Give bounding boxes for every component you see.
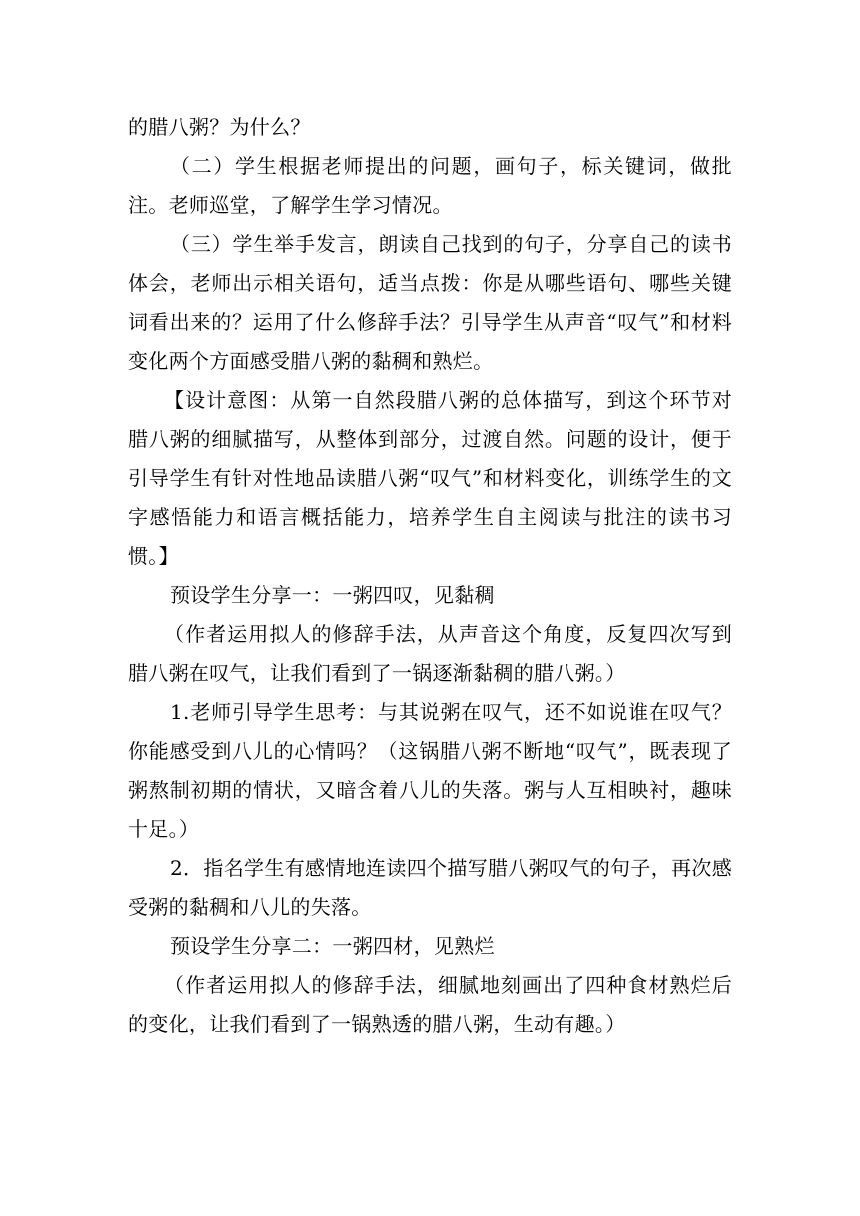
paragraph-preset-share-1: 预设学生分享一：一粥四叹，见黏稠 <box>170 583 495 607</box>
paragraph-preset-share-2: 预设学生分享二：一粥四材，见熟烂 <box>170 934 495 958</box>
paragraph-continuation: 的腊八粥？为什么？ <box>128 115 311 139</box>
paragraph-design-intent: 【设计意图：从第一自然段腊八粥的总体描写，到这个环节对腊八粥的细腻描写，从整体到部分，过渡自然。问题的设计，便于引导学生有针对性地品读腊八粥“叹气”和材料变化，训练学生的文字感悟能力和语言概括能力，培养学生自主阅读与批注的读书习惯。】 <box>128 388 732 568</box>
paragraph-step-3: （三）学生举手发言，朗读自己找到的句子，分享自己的读书体会，老师出示相关语句，适当点拨：你是从哪些语句、哪些关键词看出来的？运用了什么修辞手法？引导学生从声音“叹气”和材料变化两个方面感受腊八粥的黏稠和熟烂。 <box>128 232 732 373</box>
paragraph-share-1-note: （作者运用拟人的修辞手法，从声音这个角度，反复四次写到腊八粥在叹气，让我们看到了一锅逐渐黏稠的腊八粥。） <box>128 622 732 685</box>
paragraph-guide-1: 1.老师引导学生思考：与其说粥在叹气，还不如说谁在叹气？你能感受到八儿的心情吗？（这锅腊八粥不断地“叹气”，既表现了粥熬制初期的情状，又暗含着八儿的失落。粥与人互相映衬，趣味十足。） <box>128 700 732 841</box>
paragraph-guide-2: 2．指名学生有感情地连读四个描写腊八粥叹气的句子，再次感受粥的黏稠和八儿的失落。 <box>128 856 732 919</box>
document-body <box>128 108 732 1044</box>
paragraph-step-2: （二）学生根据老师提出的问题，画句子，标关键词，做批注。老师巡堂，了解学生学习情况。 <box>128 154 732 217</box>
paragraph-share-2-note: （作者运用拟人的修辞手法，细腻地刻画出了四种食材熟烂后的变化，让我们看到了一锅熟透的腊八粥，生动有趣。） <box>128 973 732 1036</box>
